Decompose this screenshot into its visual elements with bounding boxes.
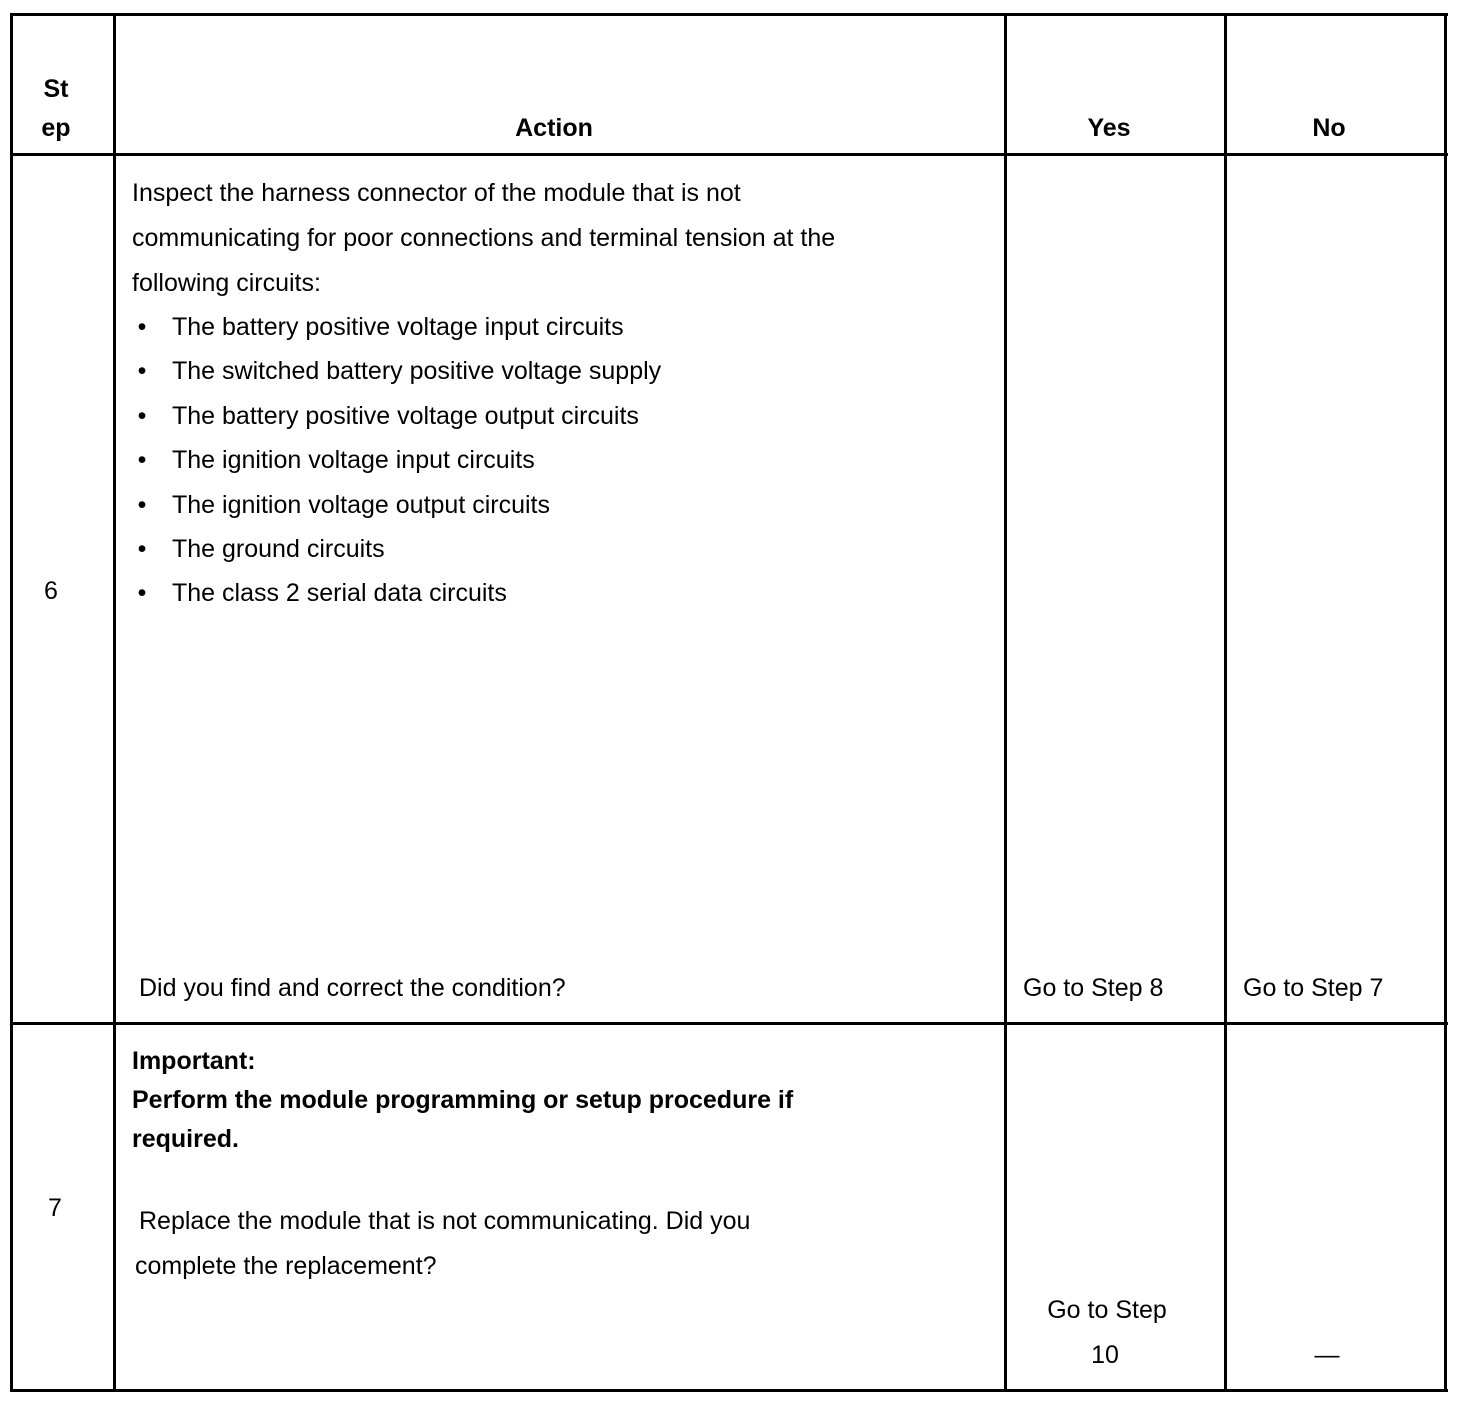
bullet-icon: •: [137, 402, 147, 430]
header-yes: Yes: [1087, 114, 1131, 142]
list-item-text: The battery positive voltage output circuits: [172, 402, 639, 430]
action-intro-line: following circuits:: [132, 269, 321, 297]
header-step-line2: ep: [41, 114, 71, 142]
header-no: No: [1312, 114, 1346, 142]
bullet-icon: •: [137, 579, 147, 607]
bullet-icon: •: [137, 491, 147, 519]
list-item-text: The battery positive voltage input circuits: [172, 313, 624, 341]
list-item-text: The ignition voltage output circuits: [172, 491, 550, 519]
table-top-border: [10, 13, 1448, 16]
list-item-text: The class 2 serial data circuits: [172, 579, 507, 607]
bullet-icon: •: [137, 446, 147, 474]
important-note-line: required.: [132, 1125, 239, 1153]
action-question-line: Replace the module that is not communicating. Did you: [139, 1207, 751, 1235]
step-number: 6: [44, 577, 58, 605]
important-label: Important:: [132, 1047, 256, 1075]
action-intro-line: communicating for poor connections and terminal tension at the: [132, 224, 836, 252]
important-note-line: Perform the module programming or setup procedure if: [132, 1086, 794, 1114]
bullet-icon: •: [137, 357, 147, 385]
row-divider: [10, 1022, 1448, 1025]
table-bottom-border: [10, 1389, 1448, 1392]
yes-result: Go to Step 8: [1023, 974, 1164, 1002]
bullet-icon: •: [137, 535, 147, 563]
table-right-border: [1444, 13, 1447, 1392]
list-item-text: The switched battery positive voltage supply: [172, 357, 662, 385]
yes-column-divider: [1224, 13, 1227, 1392]
bullet-icon: •: [137, 313, 147, 341]
yes-result-line: 10: [1091, 1341, 1119, 1369]
action-question: Did you find and correct the condition?: [139, 974, 566, 1002]
no-result: Go to Step 7: [1243, 974, 1384, 1002]
list-item-text: The ground circuits: [172, 535, 385, 563]
no-result: —: [1314, 1341, 1340, 1369]
action-intro-line: Inspect the harness connector of the module that is not: [132, 179, 741, 207]
header-action: Action: [515, 114, 593, 142]
action-column-divider: [1004, 13, 1007, 1392]
header-bottom-border: [10, 153, 1448, 156]
table-left-border: [10, 13, 13, 1392]
yes-result-line: Go to Step: [1047, 1296, 1167, 1324]
action-question-line: complete the replacement?: [135, 1252, 437, 1280]
step-column-divider: [113, 13, 116, 1392]
list-item-text: The ignition voltage input circuits: [172, 446, 535, 474]
header-step-line1: St: [43, 75, 69, 103]
step-number: 7: [48, 1194, 62, 1222]
